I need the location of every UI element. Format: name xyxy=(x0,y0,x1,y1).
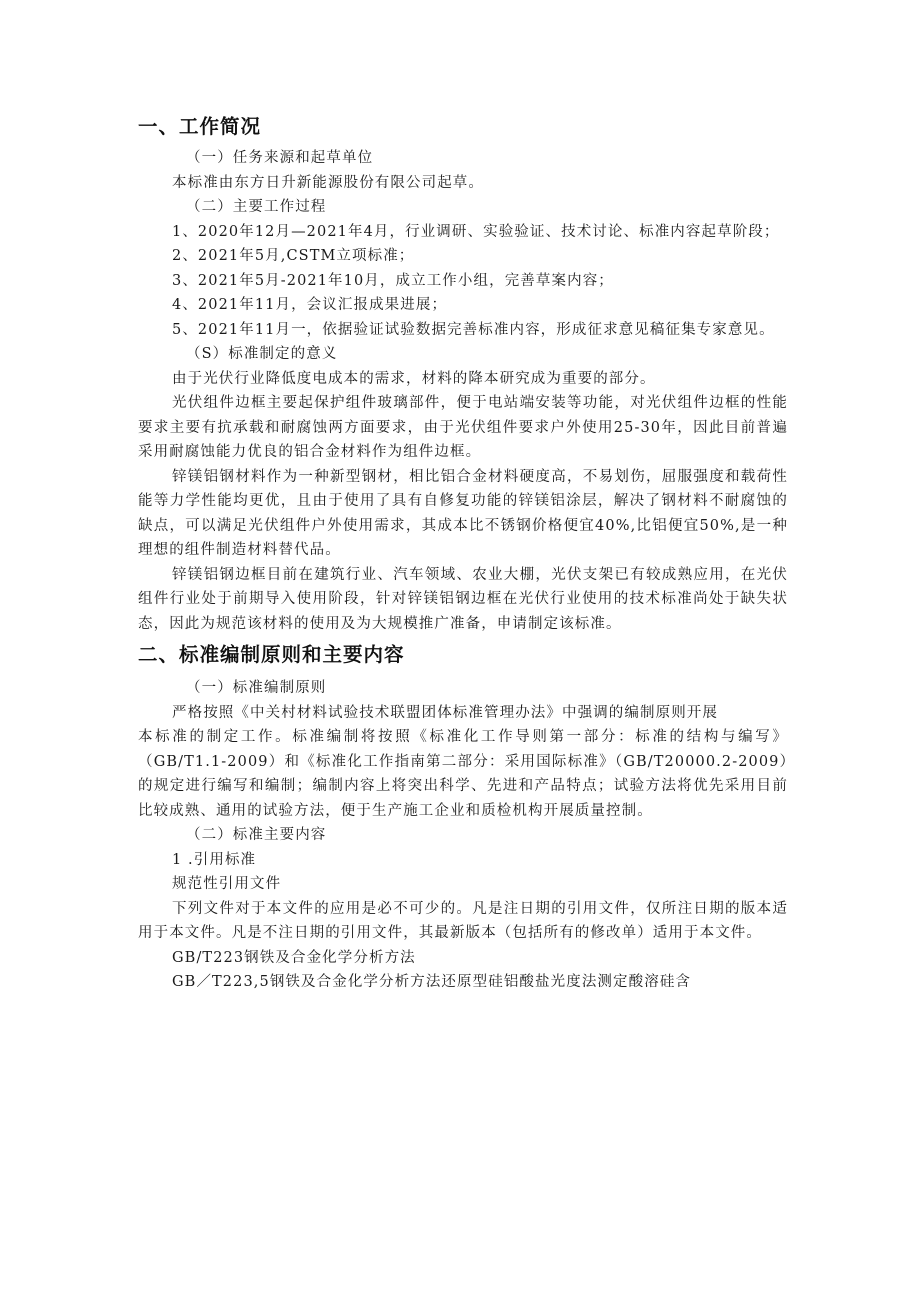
process-item-2: 2、2021年5月,CSTM立项标准； xyxy=(172,248,415,264)
subsection-task-source: （一）任务来源和起草单位 xyxy=(186,150,374,166)
reference-item-1: GB/T223钢铁及合金化学分析方法 xyxy=(172,949,416,966)
subsection-significance: （S）标准制定的意义 xyxy=(186,346,338,362)
subsection-principles: （一）标准编制原则 xyxy=(186,680,327,696)
references-title: 规范性引用文件 xyxy=(172,876,282,892)
paragraph-significance-1: 由于光伏行业降低度电成本的需求，材料的降本研究成为重要的部分。 xyxy=(172,370,656,387)
subsection-main-content: （二）标准主要内容 xyxy=(186,827,327,843)
paragraph-principles-line1: 严格按照《中关村材料试验技术联盟团体标准管理办法》中强调的编制原则开展 xyxy=(172,704,718,721)
paragraph-significance-3: 锌镁铝钢材料作为一种新型钢材，相比铝合金材料硬度高，不易划伤，屈服强度和载荷性能等力学性能均更优，且由于使用了具有自修复功能的锌镁铝涂层，解决了钢材料不耐腐蚀的缺点，可以满足光伏组件户外使用需求，其成本比不锈钢价格便宜40%,比铝便宜50%,是一种理想的组件制造材料替代品。 xyxy=(138,468,788,558)
paragraph-references: 下列文件对于本文件的应用是必不可少的。凡是注日期的引用文件，仅所注日期的版本适用于本文件。凡是不注日期的引用文件，其最新版本（包括所有的修改单）适用于本文件。 xyxy=(138,900,788,941)
paragraph-significance-4: 锌镁铝钢边框目前在建筑行业、汽车领域、农业大棚，光伏支架已有较成熟应用，在光伏组件行业处于前期导入使用阶段，针对锌镁铝钢边框在光伏行业使用的技术标准尚处于缺失状态，因此为规范该材料的使用及为大规模推广准备，申请制定该标准。 xyxy=(138,566,788,632)
paragraph-principles-body: 本标准的制定工作。标准编制将按照《标准化工作导则第一部分：标准的结构与编写》（GB/T1.1-2009）和《标准化工作指南第二部分：采用国际标准》（GB/T20000.2-2009）的规定进行编写和编制；编制内容上将突出科学、先进和产品特点；试验方法将优先采用目前比较成熟、通用的试验方法，便于生产施工企业和质检机构开展质量控制。 xyxy=(138,729,788,819)
reference-item-2: GB／T223,5钢铁及合金化学分析方法还原型硅铝酸盐光度法测定酸溶硅含 xyxy=(172,974,692,990)
paragraph-significance-2: 光伏组件边框主要起保护组件玻璃部件，便于电站端安装等功能，对光伏组件边框的性能要求主要有抗承载和耐腐蚀两方面要求，由于光伏组件要求户外使用25-30年，因此目前普遍采用耐腐蚀能力优良的铝合金材料作为组件边框。 xyxy=(138,395,788,460)
section-2-heading: 二、标准编制原则和主要内容 xyxy=(138,643,405,666)
process-item-4: 4、2021年11月，会议汇报成果进展； xyxy=(172,297,448,313)
document-body xyxy=(138,112,788,995)
paragraph-drafter: 本标准由东方日升新能源股份有限公司起草。 xyxy=(172,174,484,191)
subsection-work-process: （二）主要工作过程 xyxy=(186,199,327,215)
process-item-5: 5、2021年11月一，依据验证试验数据完善标准内容，形成征求意见稿征集专家意见。 xyxy=(172,321,775,338)
section-1-heading: 一、工作简况 xyxy=(138,115,262,138)
process-item-1: 1、2020年12月—2021年4月，行业调研、实验验证、技术讨论、标准内容起草阶段； xyxy=(172,223,780,240)
item-normative-references: 1 .引用标准 xyxy=(172,851,257,868)
process-item-3: 3、2021年5月-2021年10月，成立工作小组，完善草案内容； xyxy=(172,272,614,289)
